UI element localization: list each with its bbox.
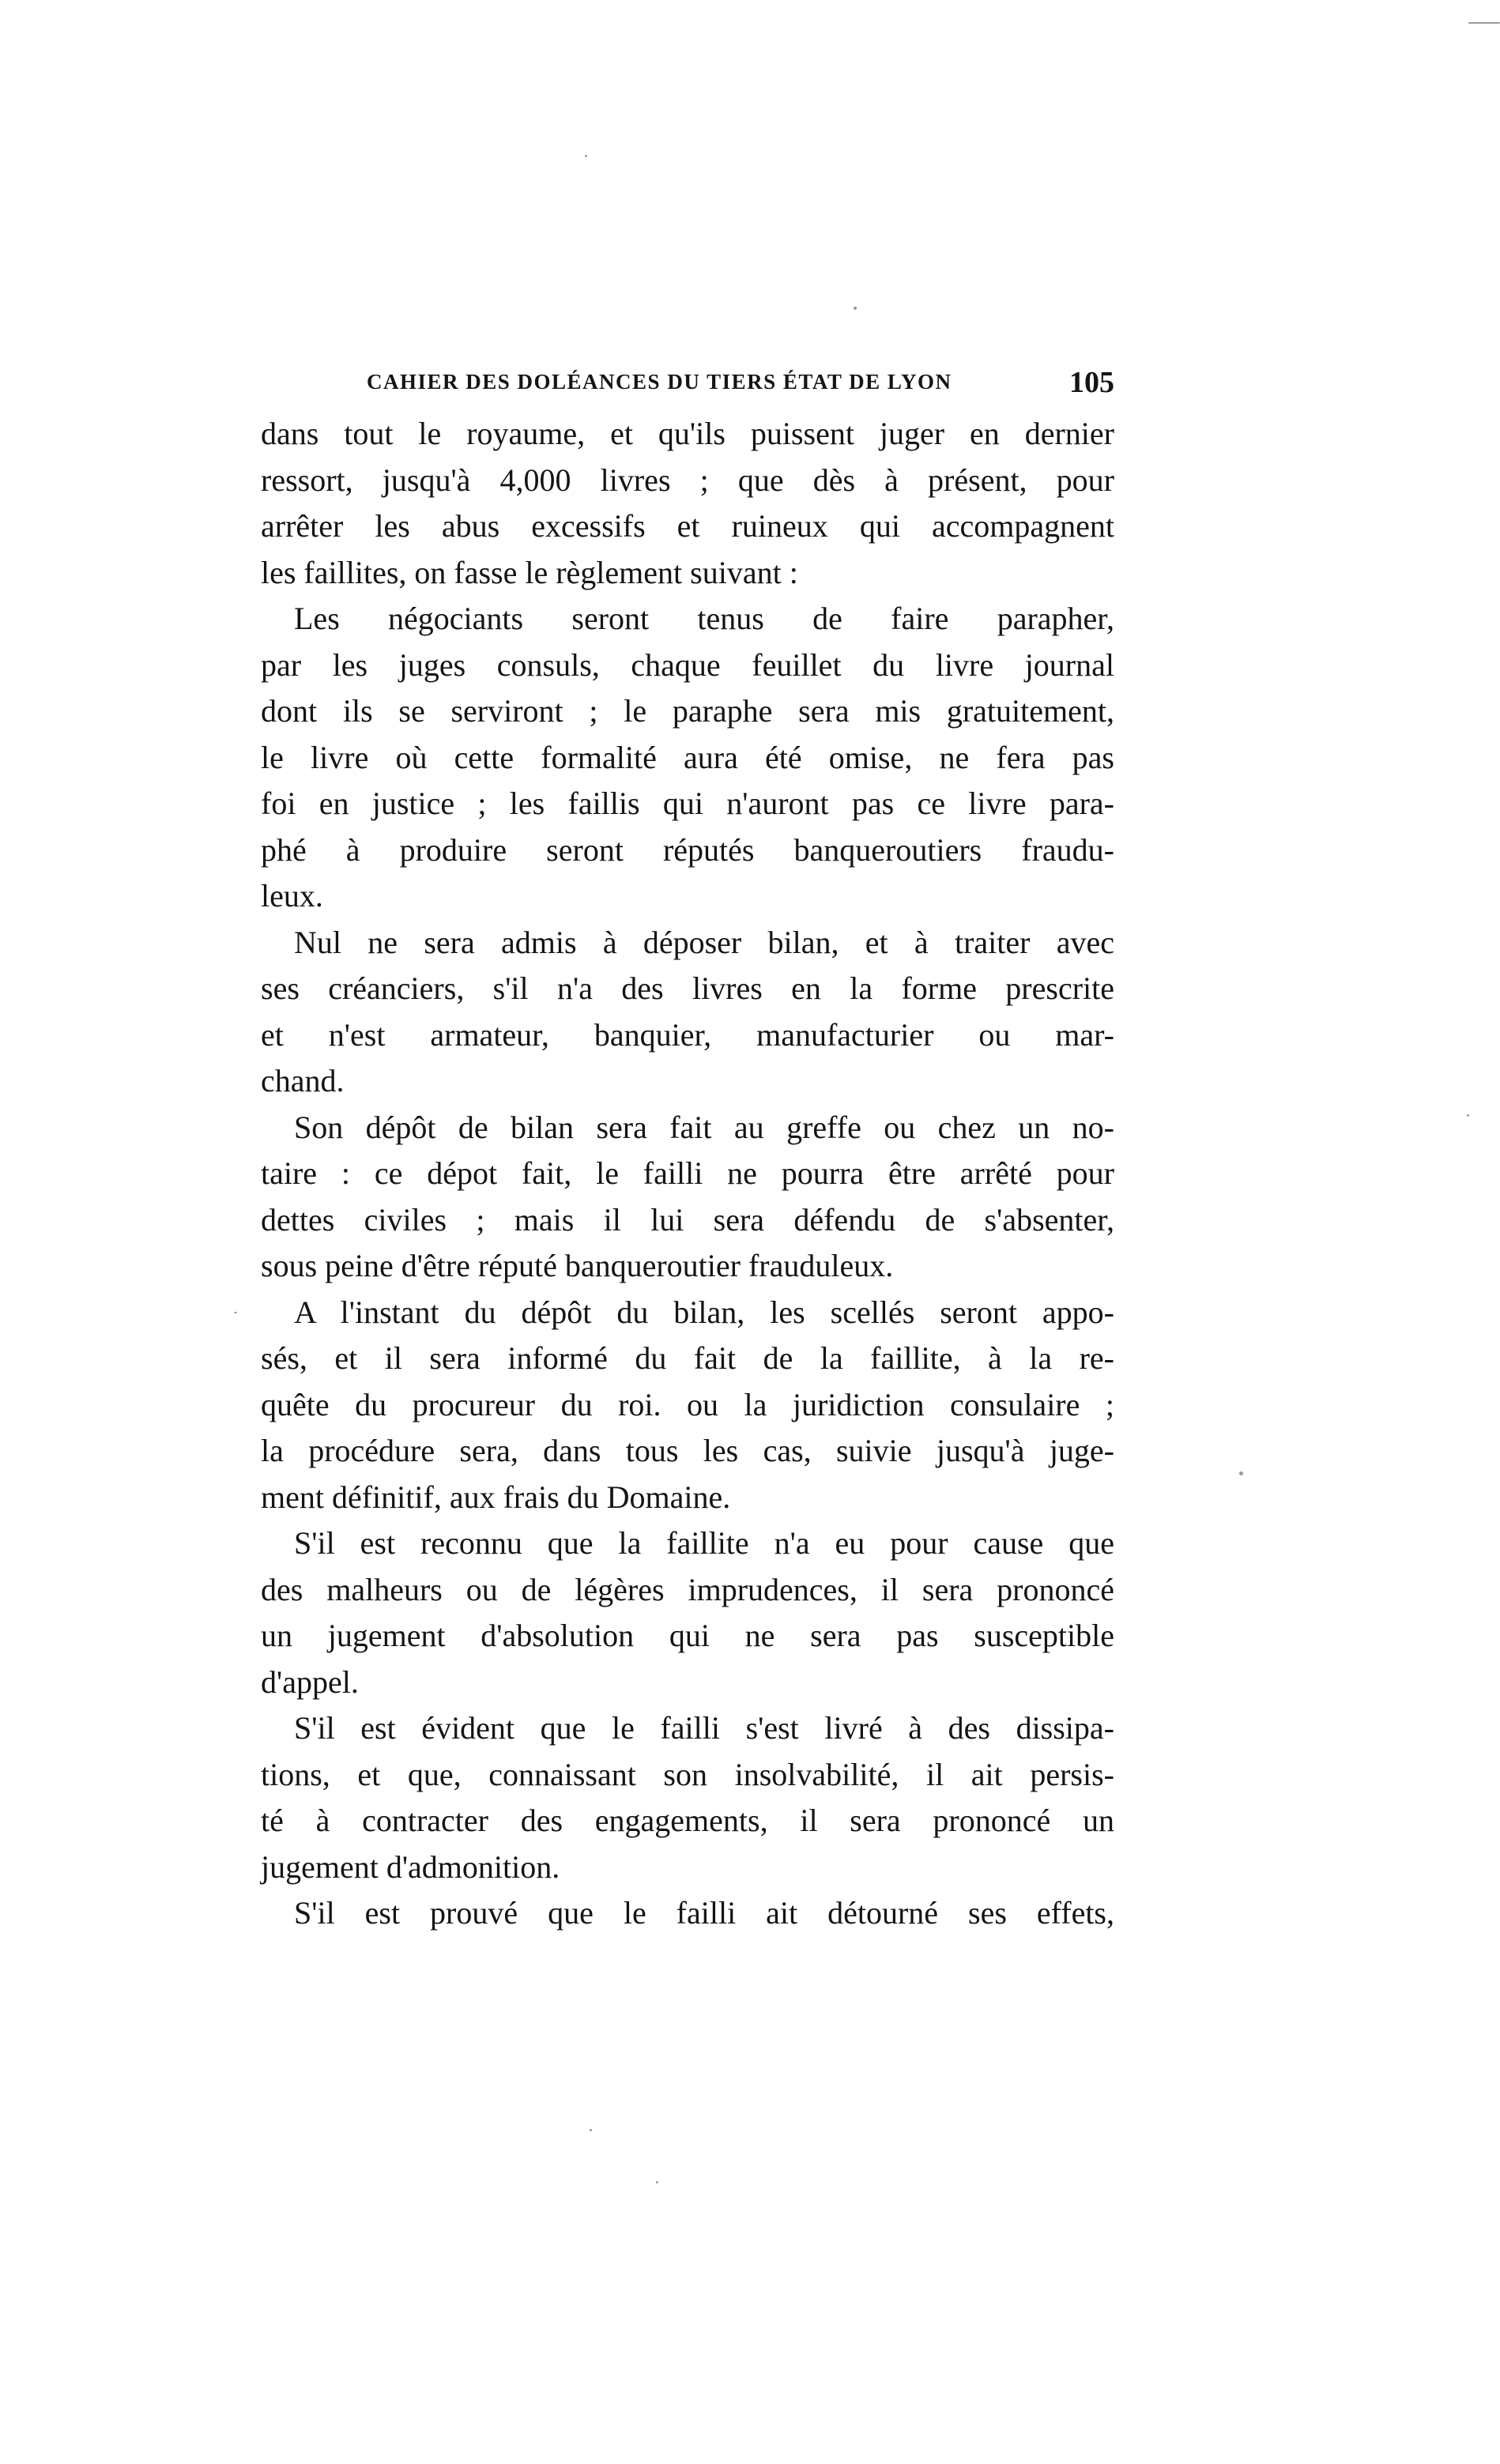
text-line: arrêter les abus excessifs et ruineux qui accompagnent — [261, 508, 1114, 544]
text-line: quête du procureur du roi. ou la juridiction consulaire ; — [261, 1386, 1114, 1422]
text-line: té à contracter des engagements, il sera prononcé un — [261, 1803, 1114, 1838]
text-line: le livre où cette formalité aura été omise, ne fera pas — [261, 739, 1114, 775]
running-title: CAHIER DES DOLÉANCES DU TIERS ÉTAT DE LYON — [367, 370, 952, 394]
text-line: S'il est reconnu que la faillite n'a eu pour cause que — [294, 1525, 1114, 1561]
text-line: dans tout le royaume, et qu'ils puissent juger en dernier — [261, 416, 1114, 451]
scan-speck — [1468, 22, 1500, 24]
text-line: S'il est prouvé que le failli ait détourné ses effets, — [294, 1895, 1114, 1931]
scan-speck — [585, 155, 587, 157]
text-line: S'il est évident que le failli s'est livré à des dissipa- — [294, 1710, 1114, 1746]
text-line: les faillites, on fasse le règlement suivant : — [261, 554, 798, 590]
text-line: foi en justice ; les faillis qui n'auront pas ce livre para- — [261, 786, 1114, 821]
text-line: tions, et que, connaissant son insolvabilité, il ait persis- — [261, 1756, 1114, 1792]
text-line: sés, et il sera informé du fait de la faillite, à la re- — [261, 1340, 1114, 1376]
text-line: d'appel. — [261, 1663, 359, 1700]
text-line: et n'est armateur, banquier, manufacturier ou mar- — [261, 1016, 1114, 1053]
text-line: un jugement d'absolution qui ne sera pas susceptible — [261, 1618, 1114, 1653]
text-line: phé à produire seront réputés banqueroutiers fraudu- — [261, 831, 1114, 868]
text-line: chand. — [261, 1063, 345, 1098]
text-line: Les négociants seront tenus de faire parapher, — [294, 601, 1114, 636]
text-line: dettes civiles ; mais il lui sera défendu de s'absenter, — [261, 1201, 1114, 1238]
page-number: 105 — [1069, 366, 1114, 399]
text-line: la procédure sera, dans tous les cas, suivie jusqu'à juge- — [261, 1433, 1114, 1468]
text-line: Nul ne sera admis à déposer bilan, et à traiter avec — [294, 924, 1114, 960]
text-line: ressort, jusqu'à 4,000 livres ; que dès à présent, pour — [261, 462, 1114, 498]
text-line: ses créanciers, s'il n'a des livres en la forme prescrite — [261, 970, 1114, 1006]
body-text — [261, 411, 1114, 1937]
text-line: des malheurs ou de légères imprudences, il sera prononcé — [261, 1571, 1114, 1607]
text-line: sous peine d'être réputé banqueroutier frauduleux. — [261, 1248, 894, 1283]
scan-speck — [1239, 1471, 1243, 1475]
text-line: Son dépôt de bilan sera fait au greffe ou chez un no- — [294, 1109, 1114, 1145]
scan-speck — [590, 2129, 592, 2131]
text-line: taire : ce dépot fait, le failli ne pourra être arrêté pour — [261, 1155, 1114, 1191]
scan-speck — [1467, 1114, 1469, 1117]
text-line: ment définitif, aux frais du Domaine. — [261, 1479, 731, 1515]
scan-speck — [656, 2181, 658, 2183]
text-line: jugement d'admonition. — [261, 1848, 560, 1885]
text-line: par les juges consuls, chaque feuillet du livre journal — [261, 646, 1114, 683]
running-head — [261, 365, 1114, 405]
text-line: A l'instant du dépôt du bilan, les scellés seront appo- — [294, 1294, 1114, 1330]
text-line: leux. — [261, 878, 323, 914]
scan-speck — [854, 307, 857, 310]
scan-speck — [234, 1312, 237, 1313]
text-line: dont ils se serviront ; le paraphe sera mis gratuitement, — [261, 693, 1114, 729]
